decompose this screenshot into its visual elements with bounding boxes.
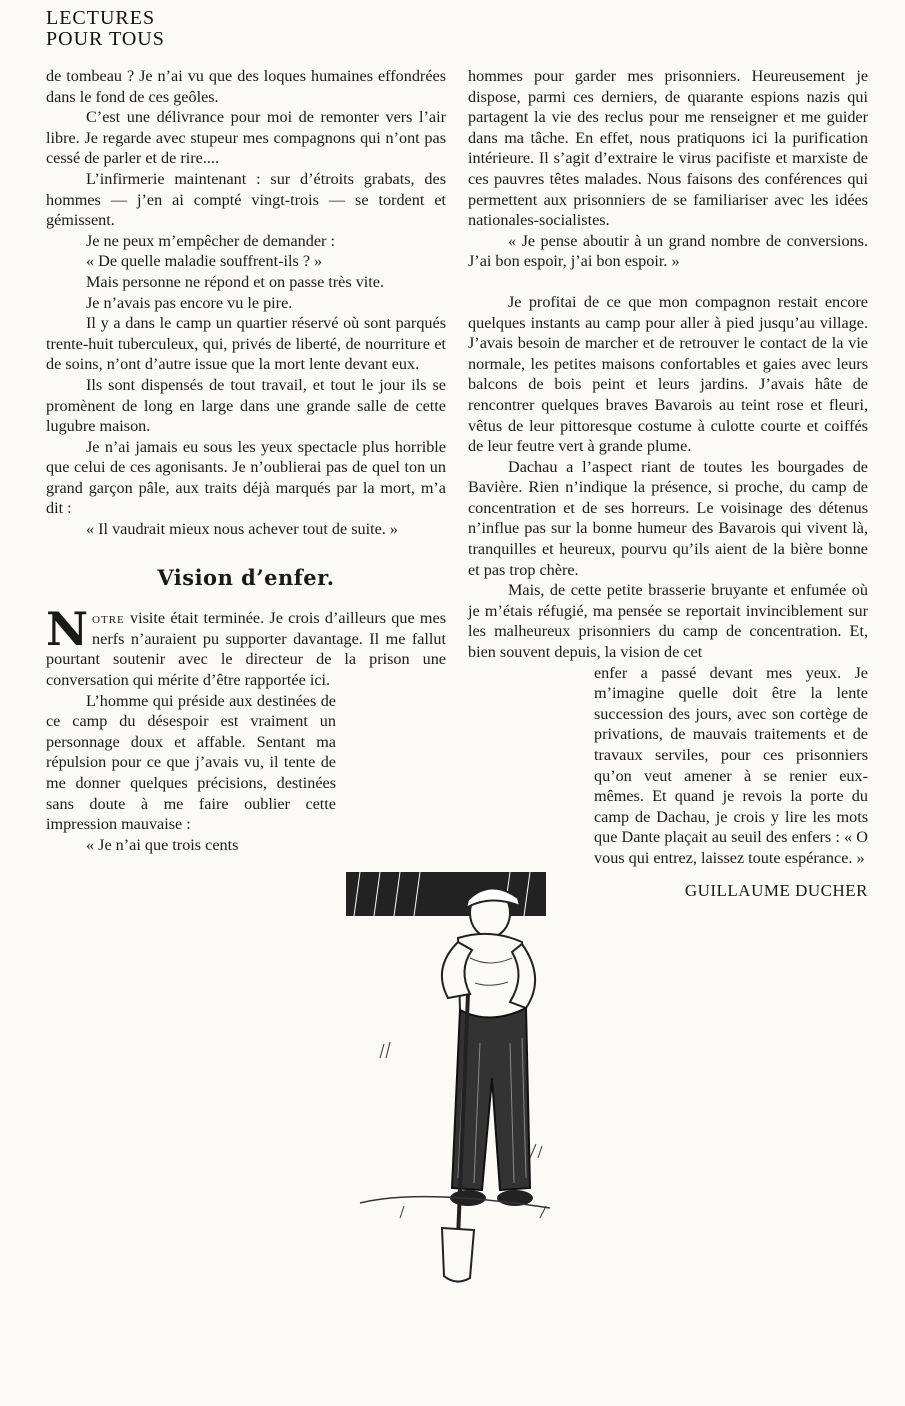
- right-column: [468, 66, 868, 901]
- paragraph: L’infirmerie maintenant : sur d’étroits grabats, des hommes — j’en ai compté vingt-trois — se tordent et gémissent.: [46, 169, 446, 230]
- paragraph: L’homme qui préside aux destinées de ce camp du désespoir est vraiment un personnage doux et affable. Sentant ma répulsion pour ce que j’avais vu, il tente de me donner quelques précisions, destinées sans doute à me faire oublier cette impression mauvaise :: [46, 691, 336, 834]
- paragraph: Mais personne ne répond et on passe très vite.: [86, 272, 385, 291]
- drop-cap: N: [46, 602, 89, 657]
- paragraph: « Il vaudrait mieux nous achever tout de suite. »: [86, 520, 398, 539]
- paragraph-dropcap: [46, 602, 446, 690]
- section-heading: Vision d’enfer.: [157, 564, 335, 590]
- paragraph: de tombeau ? Je n’ai vu que des loques humaines effondrées dans le fond de ces geôles.: [46, 67, 446, 106]
- paragraph: Je n’avais pas encore vu le pire.: [86, 293, 293, 312]
- masthead-line2: POUR TOUS: [46, 28, 165, 50]
- paragraph: Je n’ai jamais eu sous les yeux spectacle plus horrible que celui de ces agonisants. Je n’oublierai pas de quel ton un grand garçon pâle, aux traits déjà marqués par la mort, m’a dit :: [46, 437, 446, 518]
- paragraph: Je ne peux m’empêcher de demander :: [86, 231, 335, 250]
- author-signature: GUILLAUME DUCHER: [684, 880, 868, 900]
- masthead-line1: LECTURES: [46, 7, 156, 29]
- paragraph: hommes pour garder mes prisonniers. Heureusement je dispose, parmi ces derniers, de quarante espions nazis qui partagent la vie des reclus pour me renseigner et me guider dans ma tâche. En effet, nous pratiquons ici la purification intérieure. Il s’agit d’extraire le virus pacifiste et marxiste de ces pauvres têtes malades. Nous faisons des conférences qui permettent aux prisonniers de se familiariser avec les idées nationales-socialistes.: [468, 67, 868, 230]
- paragraph: Je profitai de ce que mon compagnon restait encore quelques instants au camp pour aller à pied jusqu’au village. J’avais besoin de marcher et de retrouver le contact de la vie normale, les petites maisons confortables et gaies avec leurs balcons de bois peint et leurs jardins. J’avais hâte de rencontrer quelques braves Bavarois au teint rose et fleuri, vêtus de leur pittoresque costume à culotte courte et coiffés de leur feutre vert à grande plume.: [468, 292, 868, 456]
- paragraph: « Je pense aboutir à un grand nombre de conversions. J’ai bon espoir, j’ai bon espoir. »: [468, 231, 868, 271]
- small-caps-lead: otre: [92, 609, 125, 628]
- left-column: [46, 66, 446, 855]
- paragraph: « Je n’ai que trois cents: [86, 835, 239, 854]
- paragraph: Il y a dans le camp un quartier réservé où sont parqués trente-huit tuberculeux, qui, privés de liberté, de nourriture et de soins, n’ont d’autre issue que la mort lente devant eux.: [46, 314, 446, 374]
- paragraph: C’est une délivrance pour moi de remonter vers l’air libre. Je regarde avec stupeur mes compagnons qui n’ont pas cessé de parler et de rire....: [46, 108, 446, 168]
- shovel-blade: [442, 1228, 474, 1282]
- masthead: [46, 8, 165, 50]
- paragraph: Dachau a l’aspect riant de toutes les bourgades de Bavière. Rien n’indique la présence, si proche, du camp de concentration et de ses horreurs. Le voisinage des détenus n’influe pas sur la bonne humeur des Bavarois qui vivent là, tranquilles et heureux, pourvu qu’ils aient de la bière bonne et pas trop chère.: [468, 457, 868, 579]
- paragraph: Ils sont dispensés de tout travail, et tout le jour ils se promènent de long en large dans une grande salle de cette lugubre maison.: [46, 375, 446, 436]
- prisoner-with-shovel-illustration: [340, 858, 570, 1288]
- paragraph-wrapped: enfer a passé devant mes yeux. Je m’imagine quelle doit être la lente succession des jours, avec son cortège de privations, de mauvais traitements et de travaux serviles, pour ces prisonniers qu’on veut amener à se renier eux-mêmes. Et quand je revois la porte du camp de Dachau, je crois y lire les mots que Dante plaçait au seuil des enfers : « O vous qui entrez, laissez toute espérance. »: [594, 663, 868, 867]
- paragraph: « De quelle maladie souffrent-ils ? »: [86, 252, 323, 271]
- sky-hatching: [346, 872, 546, 916]
- paragraph: Mais, de cette petite brasserie bruyante et enfumée où je m’étais réfugié, ma pensée se reportait invinciblement sur les malheureux prisonniers du camp de concentration. Et, bien souvent depuis, la vision de cet: [468, 581, 868, 662]
- paragraph-rest: visite était terminée. Je crois d’ailleurs que mes nerfs n’auraient pu supporter davantage. Il me fallut pourtant soutenir avec le directeur de la prison une conversation qui mérite d’être rapportée ici.: [46, 609, 446, 690]
